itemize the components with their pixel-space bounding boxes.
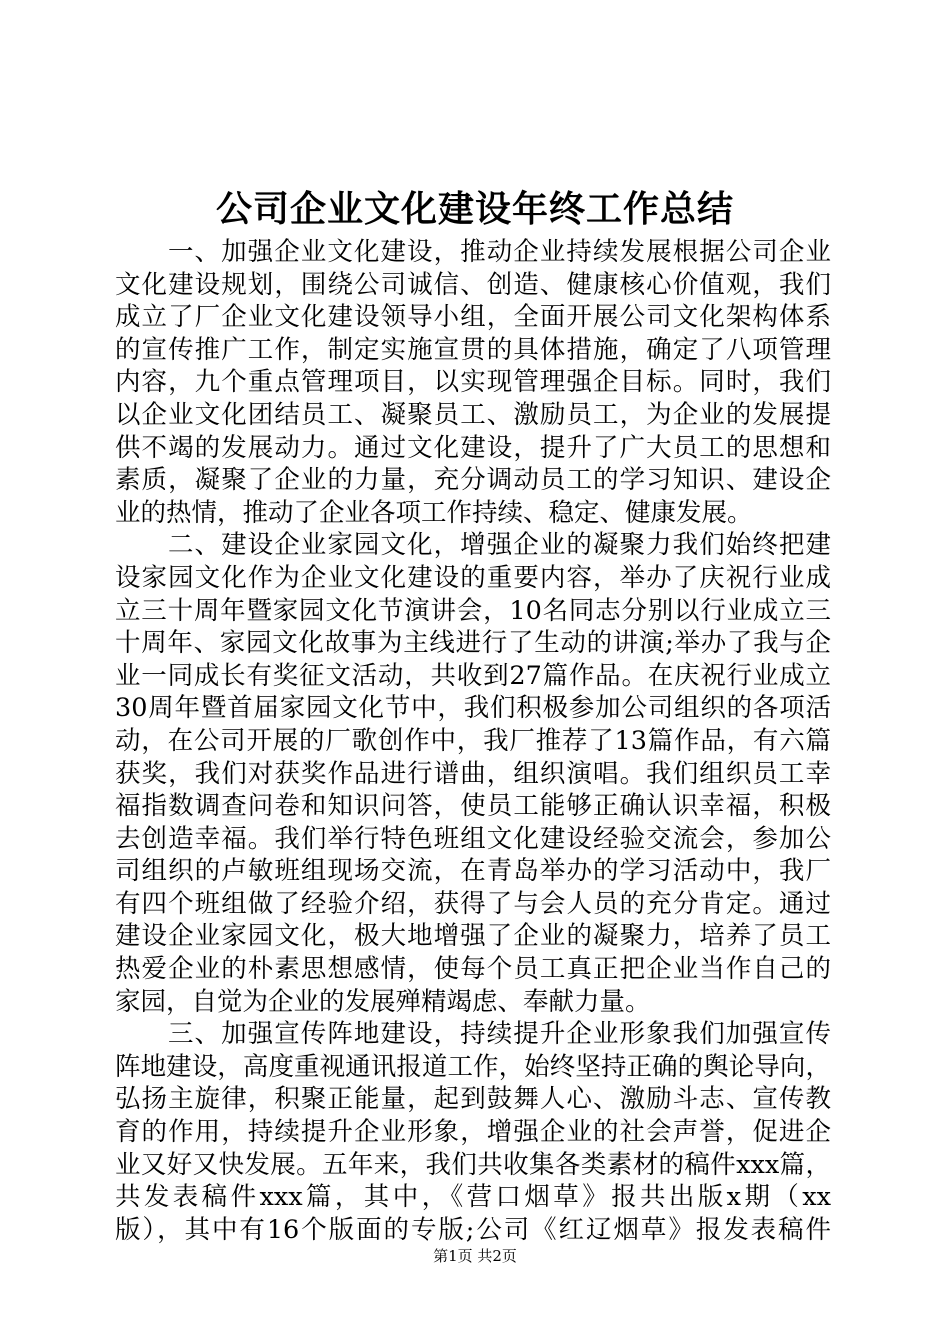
paragraph-line: 共发表稿件xxx篇，其中，《营口烟草》报共出版x期（xx — [115, 1182, 831, 1213]
page-indicator: 第1页 共2页 — [433, 1247, 517, 1265]
paragraph-line: 以企业文化团结员工、凝聚员工、激励员工，为企业的发展提 — [115, 399, 831, 430]
paragraph-line: 三、加强宣传阵地建设，持续提升企业形象我们加强宣传 — [168, 1019, 831, 1050]
paragraph-line: 的宣传推广工作，制定实施宣贯的具体措施，确定了八项管理 — [115, 334, 831, 365]
paragraph-line: 十周年、家园文化故事为主线进行了生动的讲演;举办了我与企 — [115, 628, 831, 659]
paragraph-line: 素质，凝聚了企业的力量，充分调动员工的学习知识、建设企 — [115, 465, 831, 496]
paragraph — [115, 1018, 831, 1246]
paragraph-line: 建设企业家园文化，极大地增强了企业的凝聚力，培养了员工 — [115, 921, 831, 952]
paragraph-line: 文化建设规划，围绕公司诚信、创造、健康核心价值观，我们 — [115, 269, 831, 300]
paragraph-line: 去创造幸福。我们举行特色班组文化建设经验交流会，参加公 — [115, 823, 831, 854]
paragraph-line: 业一同成长有奖征文活动，共收到27篇作品。在庆祝行业成立 — [115, 660, 831, 691]
paragraph-line: 热爱企业的朴素思想感情，使每个员工真正把企业当作自己的 — [115, 954, 831, 985]
paragraph-line: 立三十周年暨家园文化节演讲会，10名同志分别以行业成立三 — [115, 595, 831, 626]
paragraph — [115, 236, 831, 529]
paragraph-line: 版），其中有16个版面的专版;公司《红辽烟草》报发表稿件 — [115, 1214, 831, 1245]
paragraph-line: 育的作用，持续提升企业形象，增强企业的社会声誉，促进企 — [115, 1117, 831, 1148]
paragraph-line: 内容，九个重点管理项目，以实现管理强企目标。同时，我们 — [115, 367, 831, 398]
paragraph-line: 供不竭的发展动力。通过文化建设，提升了广大员工的思想和 — [115, 432, 831, 463]
paragraph-line: 阵地建设，高度重视通讯报道工作，始终坚持正确的舆论导向， — [115, 1051, 831, 1082]
paragraph-line: 30周年暨首届家园文化节中，我们积极参加公司组织的各项活 — [115, 693, 831, 724]
paragraph-line: 二、建设企业家园文化，增强企业的凝聚力我们始终把建 — [168, 530, 831, 561]
paragraph-line: 一、加强企业文化建设，推动企业持续发展根据公司企业 — [168, 237, 831, 267]
paragraph-line: 动，在公司开展的厂歌创作中，我厂推荐了13篇作品，有六篇 — [115, 725, 831, 756]
document-title: 公司企业文化建设年终工作总结 — [215, 188, 734, 230]
paragraph-line: 业的热情，推动了企业各项工作持续、稳定、健康发展。 — [115, 497, 753, 528]
paragraph-line: 弘扬主旋律，积聚正能量，起到鼓舞人心、激励斗志、宣传教 — [115, 1084, 831, 1115]
paragraph-line: 有四个班组做了经验介绍，获得了与会人员的充分肯定。通过 — [115, 888, 831, 919]
paragraph-line: 业又好又快发展。五年来，我们共收集各类素材的稿件xxx篇， — [115, 1149, 831, 1180]
paragraph-line: 成立了厂企业文化建设领导小组，全面开展公司文化架构体系 — [115, 302, 831, 333]
paragraph-line: 设家园文化作为企业文化建设的重要内容，举办了庆祝行业成 — [115, 562, 831, 593]
paragraph-line: 获奖，我们对获奖作品进行谱曲，组织演唱。我们组织员工幸 — [115, 758, 831, 789]
paragraph-line: 司组织的卢敏班组现场交流，在青岛举办的学习活动中，我厂 — [115, 856, 831, 887]
paragraph — [115, 529, 831, 1018]
paragraph-line: 家园，自觉为企业的发展殚精竭虑、奉献力量。 — [115, 986, 651, 1017]
document-body — [115, 236, 831, 1246]
paragraph-line: 福指数调查问卷和知识问答，使员工能够正确认识幸福，积极 — [115, 791, 831, 822]
